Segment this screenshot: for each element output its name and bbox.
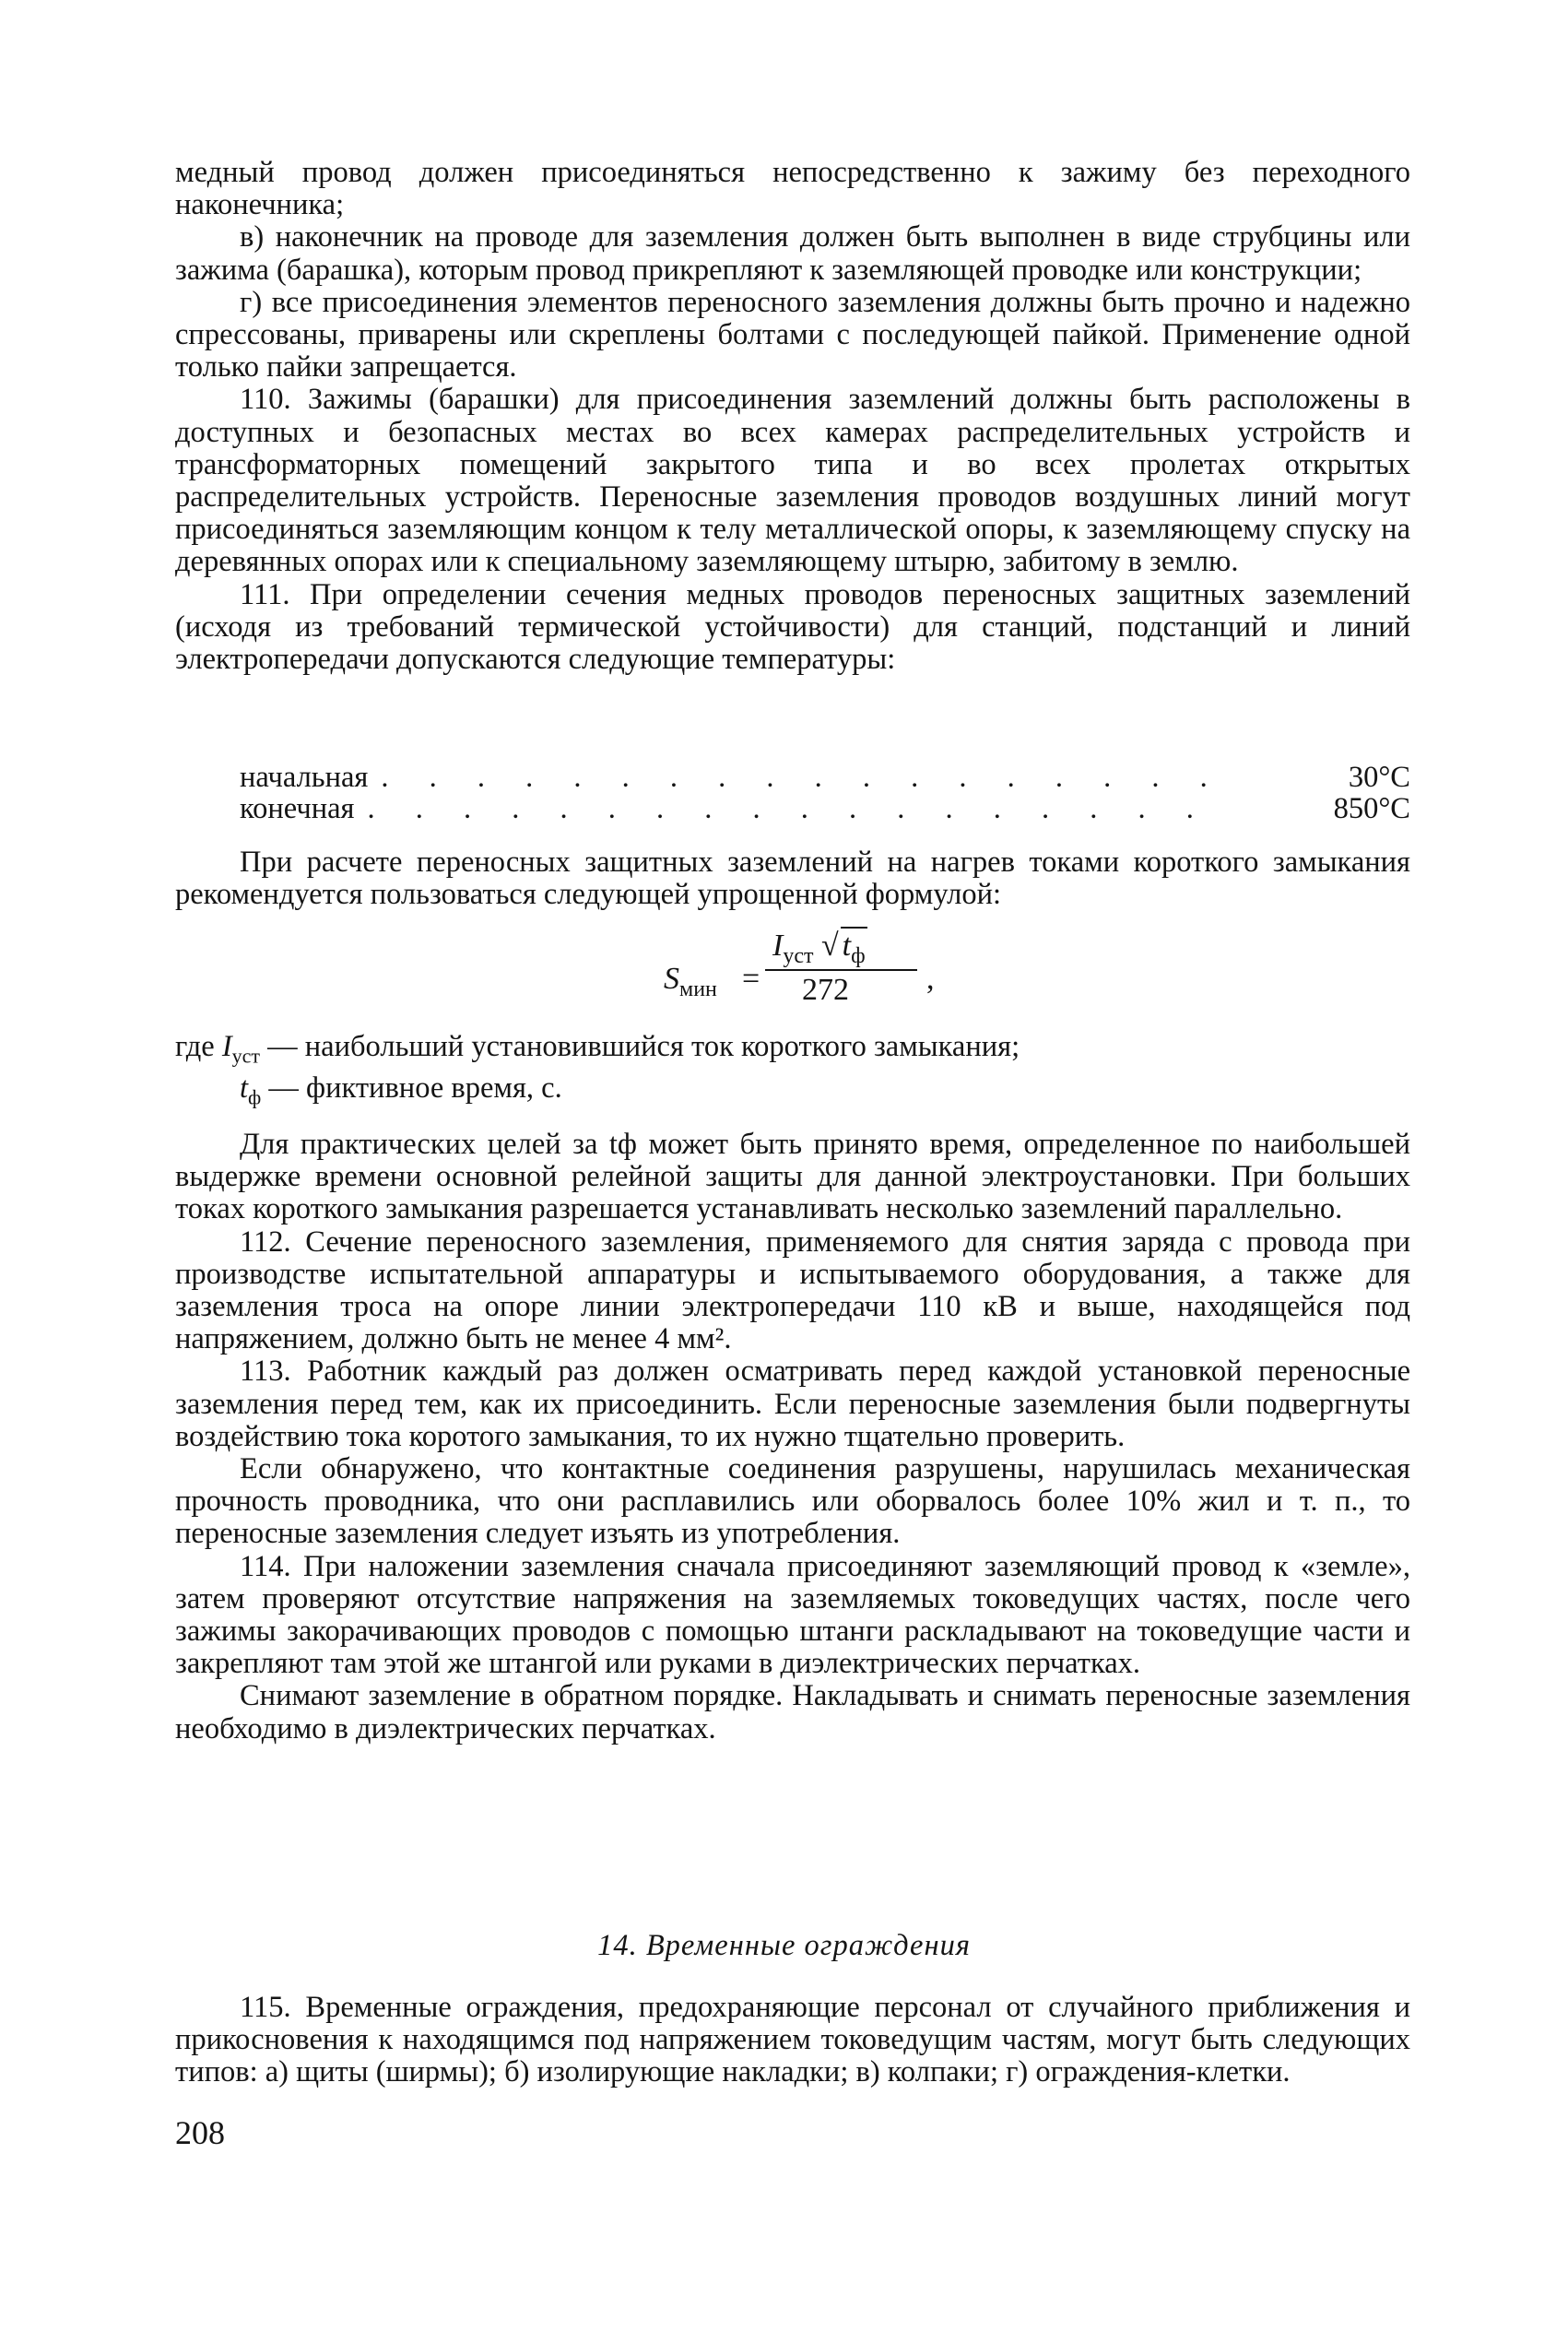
legend-text: — фиктивное время, с.: [268, 1071, 562, 1105]
temperature-row: [240, 762, 1410, 793]
text-block-formula-intro: [175, 846, 1410, 911]
paragraph-formula-intro: При расчете переносных защитных заземлений на нагрев токами короткого замыкания рекомендуется пользоваться следующей упрощенной формулой:: [175, 846, 1410, 912]
paragraph-114: 114. При наложении заземления сначала присоединяют заземляющий провод к «земле», затем проверяют отсутствие напряжения на заземляемых токоведущих частях, после чего зажимы закорачивающих проводов с помощью штанги раскладывают на токоведущие части и закрепляют там этой же штангой или руками в диэлектрических перчатках.: [175, 1549, 1410, 1681]
legend-prefix: где: [175, 1030, 215, 1063]
sqrt-sign: √: [820, 929, 839, 963]
formula-comma: ,: [926, 962, 935, 996]
legend-row: [175, 1031, 1410, 1072]
text-block-115: [175, 1992, 1410, 2089]
text-block-bottom: [175, 1129, 1410, 1745]
temperature-value: 30°C: [1348, 761, 1410, 794]
paragraph-damage: Если обнаружено, что контактные соединения разрушены, нарушилась механическая прочность проводника, что они расплавились или оборвалось более 10% жил и т. п., то переносные заземления следует изъять из употребления.: [175, 1452, 1410, 1551]
leader-dots: . . . . . . . . . . . . . . . . . .: [367, 793, 1210, 824]
paragraph-practical: Для практических целей за tф может быть принято время, определенное по наибольшей выдержке времени основной релейной защиты для данной электроустановки. При больших токах короткого замыкания разрешается устанавливать несколько заземлений параллельно.: [175, 1128, 1410, 1226]
legend-symbol: $t_ф$: [240, 1071, 262, 1108]
text-block-top: [175, 157, 1410, 676]
temperature-list: [240, 762, 1410, 824]
paragraph-112: 112. Сечение переносного заземления, применяемого для снятия заряда с провода при производстве испытательной аппаратуры и испытываемого оборудования, а также для заземления троса на опоре линии электропередачи 110 кВ и выше, находящейся под напряжением, должно быть не менее 4 мм².: [175, 1225, 1410, 1356]
legend-text: — наибольший установившийся ток короткого замыкания;: [267, 1030, 1020, 1063]
page-number: 208: [175, 2114, 225, 2151]
paragraph-110: 110. Зажимы (барашки) для присоединения заземлений должны быть расположены в доступных и безопасных местах во всех камерах распределительных устройств и трансформаторных помещений закрытого типа и во всех пролетах открытых распределительных устройств. Переносные заземления проводов воздушных линий могут присоединяться заземляющим концом к телу металлической опоры, к заземляющему спуску на деревянных опорах или к специальному заземляющему штырю, забитому в землю.: [175, 383, 1410, 579]
leader-dots: . . . . . . . . . . . . . . . . . .: [381, 762, 1224, 793]
formula-denominator: 272: [802, 973, 849, 1007]
formula-equals: =: [742, 962, 760, 996]
paragraph-113: 113. Работник каждый раз должен осматривать перед каждой установкой переносные заземления перед тем, как их присоединить. Если переносные заземления были подвергнуты воздействию тока коротого замыкания, то их нужно тщательно проверить.: [175, 1355, 1410, 1453]
sqrt-radicand: $t_ф$: [842, 929, 866, 968]
legend-row: [175, 1072, 1410, 1114]
temperature-label: начальная: [240, 761, 369, 794]
paragraph-111: 111. При определении сечения медных проводов переносных защитных заземлений (исходя из требований термической устойчивости) для станций, подстанций и линий электропередачи допускаются следующие температуры:: [175, 577, 1410, 677]
paragraph-115: 115. Временные ограждения, предохраняющие персонал от случайного приближения и прикосновения к находящимся под напряжением токоведущим частям, могут быть следующих типов: а) щиты (ширмы); б) изолирующие накладки; в) колпаки; г) ограждения-клетки.: [175, 1991, 1410, 2089]
paragraph-item-g: г) все присоединения элементов переносного заземления должны быть прочно и надежно спрессованы, приварены или скреплены болтами с последующей пайкой. Применение одной только пайки запрещается.: [175, 285, 1410, 385]
temperature-row: [240, 793, 1410, 824]
paragraph-item-v: в) наконечник на проводе для заземления должен быть выполнен в виде струбцины или зажима (барашка), которым провод прикрепляют к заземляющей проводке или конструкции;: [175, 220, 1410, 287]
fraction-bar: [765, 969, 917, 971]
formula-legend: [175, 1031, 1410, 1113]
legend-symbol: $I_{уст}$: [221, 1030, 261, 1068]
temperature-value: 850°C: [1333, 792, 1410, 825]
formula-lhs: $S_{мин}$: [664, 962, 717, 1001]
formula-numerator: $I_{уст}$ √ $t_ф$: [772, 929, 866, 968]
paragraph-continuation: медный провод должен присоединяться непосредственно к зажиму без переходного наконечника;: [175, 156, 1410, 222]
paragraph-removal: Снимают заземление в обратном порядке. Накладывать и снимать переносные заземления необходимо в диэлектрических перчатках.: [175, 1679, 1410, 1745]
section-heading: 14. Временные ограждения: [597, 1929, 971, 1962]
temperature-label: конечная: [240, 792, 355, 825]
